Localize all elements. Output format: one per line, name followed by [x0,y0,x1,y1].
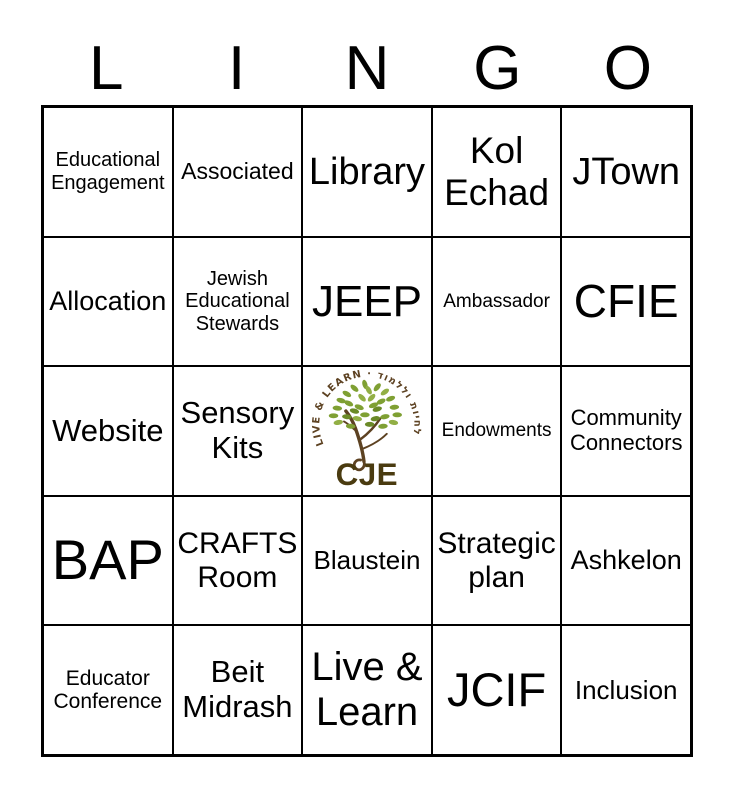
bingo-cell-r5c3[interactable] [302,625,432,755]
cell-label: JTown [572,150,681,193]
cell-label: Ashkelon [570,545,682,576]
cell-label: Strategic plan [437,527,556,594]
cell-label: Inclusion [574,674,678,705]
cell-label: Educational Engagement [51,149,165,194]
cell-label: Live & Learn [311,645,423,735]
bingo-cell-r2c3[interactable] [302,237,432,367]
cell-label: JCIF [446,662,547,716]
bingo-cell-r5c4[interactable] [432,625,562,755]
cell-label: CFIE [573,274,679,327]
title-letter: N [344,34,390,103]
cell-label: Kol Echad [444,130,550,213]
bingo-cell-r4c1[interactable] [43,496,173,626]
bingo-cell-r1c4[interactable] [432,107,562,237]
bingo-cell-r5c1[interactable] [43,625,173,755]
bingo-cell-r4c2[interactable] [173,496,303,626]
bingo-cell-r3c1[interactable] [43,366,173,496]
bingo-cell-r2c4[interactable] [432,237,562,367]
cell-label: Community Connectors [569,405,683,455]
title-letter: O [603,34,652,103]
logo-arc-text: LIVE & LEARN · לחיות וללמוד [311,368,423,448]
title-letter: G [473,34,522,103]
cell-label: JEEP [311,276,423,326]
bingo-cell-r2c2[interactable] [173,237,303,367]
cell-label: Website [52,412,164,448]
cell-label: Library [308,150,426,193]
title-letter: L [88,34,124,103]
cell-label: Associated [181,157,294,184]
bingo-cell-r3c2[interactable] [173,366,303,496]
cell-label: Educator Conference [53,666,163,714]
cell-label: Jewish Educational Stewards [185,267,290,335]
tree-leaves [333,385,398,426]
cell-label: BAP [51,528,164,592]
cell-label: CRAFTS Room [177,527,298,594]
bingo-cell-r4c4[interactable] [432,496,562,626]
bingo-cell-r3c5[interactable] [561,366,691,496]
bingo-grid [41,105,693,757]
bingo-cell-r2c5[interactable] [561,237,691,367]
free-space-logo-cell[interactable] [302,366,432,496]
cell-label: Endowments [441,420,552,442]
cell-label: Ambassador [443,290,550,312]
cell-label: Allocation [49,286,167,317]
bingo-cell-r3c4[interactable] [432,366,562,496]
title-letter: I [227,34,246,103]
cje-logo [305,368,429,494]
bingo-cell-r5c5[interactable] [561,625,691,755]
cell-label: Beit Midrash [182,654,293,725]
bingo-cell-r5c2[interactable] [173,625,303,755]
bingo-cell-r1c2[interactable] [173,107,303,237]
cell-label: Sensory Kits [180,395,295,465]
bingo-cell-r1c1[interactable] [43,107,173,237]
bingo-cell-r4c5[interactable] [561,496,691,626]
bingo-cell-r1c5[interactable] [561,107,691,237]
cell-label: Blaustein [313,545,421,576]
bingo-cell-r1c3[interactable] [302,107,432,237]
title-lingo [41,36,693,102]
bingo-cell-r2c1[interactable] [43,237,173,367]
bingo-cell-r4c3[interactable] [302,496,432,626]
logo-wordmark: CJE [335,457,399,493]
